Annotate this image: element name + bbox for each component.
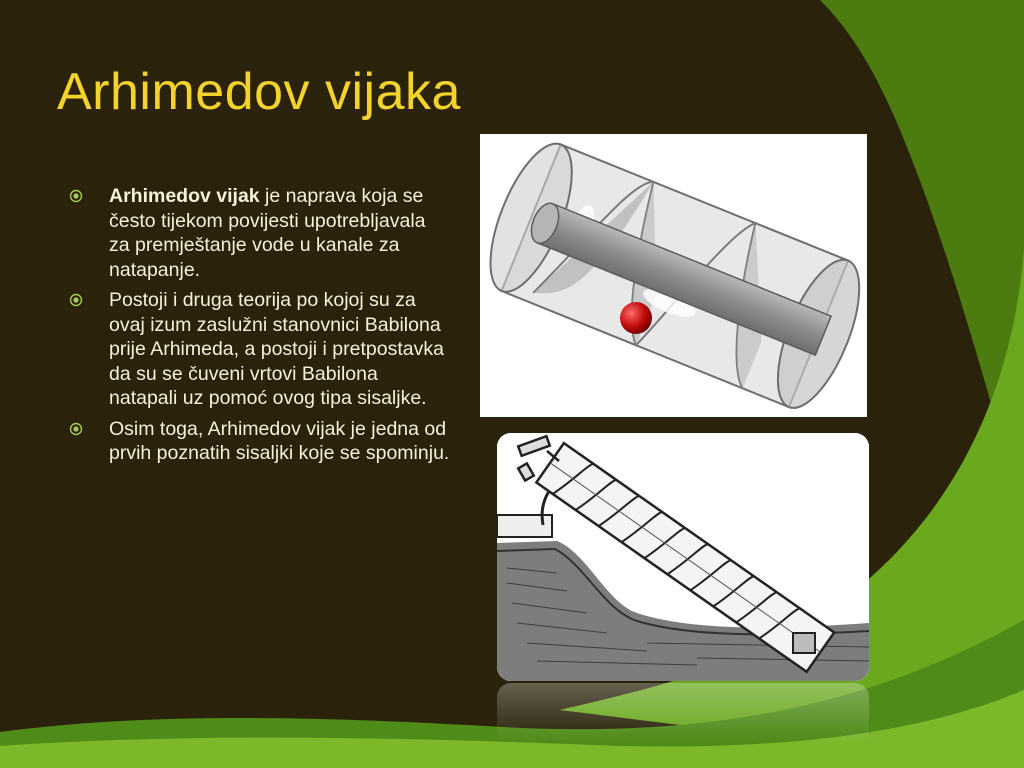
image-reflection (497, 683, 869, 743)
circled-dot-icon (69, 422, 83, 436)
bullet-item (66, 417, 450, 466)
circled-dot-icon (69, 293, 83, 307)
bullet-text: je naprava koja se često tijekom povijesti upotrebljavala za premještanje vode u kanale za natapanje. (109, 185, 426, 281)
bullet-list (66, 184, 450, 472)
bullet-text: Postoji i druga teorija po kojoj su za ovaj izum zaslužni stanovnici Babilona prije Arhimeda, a postoji i pretpostavka da su se čuveni vrtovi Babilona natapali uz pomoć ovog tipa sisaljke. (109, 289, 444, 409)
screw-engraving-image (497, 433, 869, 681)
slide-title: Arhimedov vijaka (57, 63, 461, 121)
screw-cylinder-image (480, 134, 867, 417)
bullet-item (66, 184, 450, 282)
bullet-text: Osim toga, Arhimedov vijak je jedna od prvih poznatih sisaljki koje se spominju. (109, 417, 450, 464)
circled-dot-icon (69, 189, 83, 203)
bullet-bold-term: Arhimedov vijak (109, 185, 260, 207)
bullet-item (66, 288, 450, 411)
